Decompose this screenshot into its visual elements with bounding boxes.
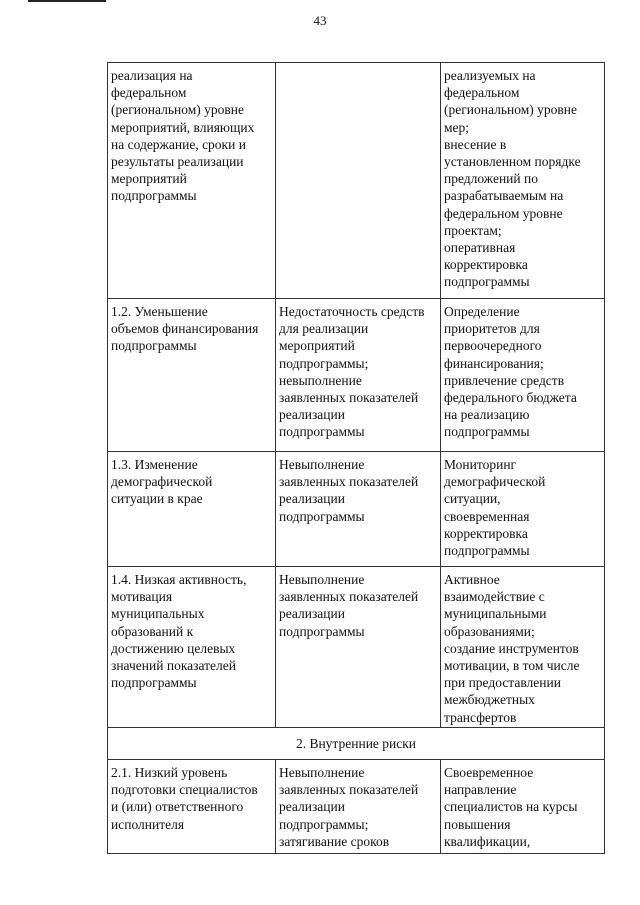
section-row [108, 728, 605, 760]
table-row [108, 63, 605, 299]
risk-table [107, 62, 605, 854]
table-row [108, 760, 605, 854]
consequence-cell: Невыполнение заявленных показателей реализации подпрограммы [276, 452, 441, 567]
table-row [108, 567, 605, 728]
measure-cell: Активное взаимодействие с муниципальными образованиями; создание инструментов мотивации, в том числе при предоставлении межбюджетных трансфертов [441, 567, 605, 728]
consequence-cell: Невыполнение заявленных показателей реализации подпрограммы; затягивание сроков [276, 760, 441, 854]
risk-cell: реализация на федеральном (региональном) уровне мероприятий, влияющих на содержание, сроки и результаты реализации мероприятий подпрограммы [108, 63, 276, 299]
table-row [108, 299, 605, 452]
measure-cell: реализуемых на федеральном (региональном) уровне мер; внесение в установленном порядке предложений по разрабатываемым на федеральном уровне проектам; оперативная корректировка подпрограммы [441, 63, 605, 299]
risk-cell: 1.3. Изменение демографической ситуации в крае [108, 452, 276, 567]
risk-cell: 1.4. Низкая активность, мотивация муниципальных образований к достижению целевых значений показателей подпрограммы [108, 567, 276, 728]
risk-cell: 2.1. Низкий уровень подготовки специалистов и (или) ответственного исполнителя [108, 760, 276, 854]
consequence-cell [276, 63, 441, 299]
page-top-mark [28, 0, 106, 2]
measure-cell: Своевременное направление специалистов на курсы повышения квалификации, [441, 760, 605, 854]
measure-cell: Определение приоритетов для первоочередного финансирования; привлечение средств федерального бюджета на реализацию подпрограммы [441, 299, 605, 452]
section-title: 2. Внутренние риски [108, 728, 605, 760]
consequence-cell: Недостаточность средств для реализации мероприятий подпрограммы; невыполнение заявленных показателей реализации подпрограммы [276, 299, 441, 452]
consequence-cell: Невыполнение заявленных показателей реализации подпрограммы [276, 567, 441, 728]
table-row [108, 452, 605, 567]
measure-cell: Мониторинг демографической ситуации, своевременная корректировка подпрограммы [441, 452, 605, 567]
page-number: 43 [313, 13, 327, 28]
risk-cell: 1.2. Уменьшение объемов финансирования подпрограммы [108, 299, 276, 452]
